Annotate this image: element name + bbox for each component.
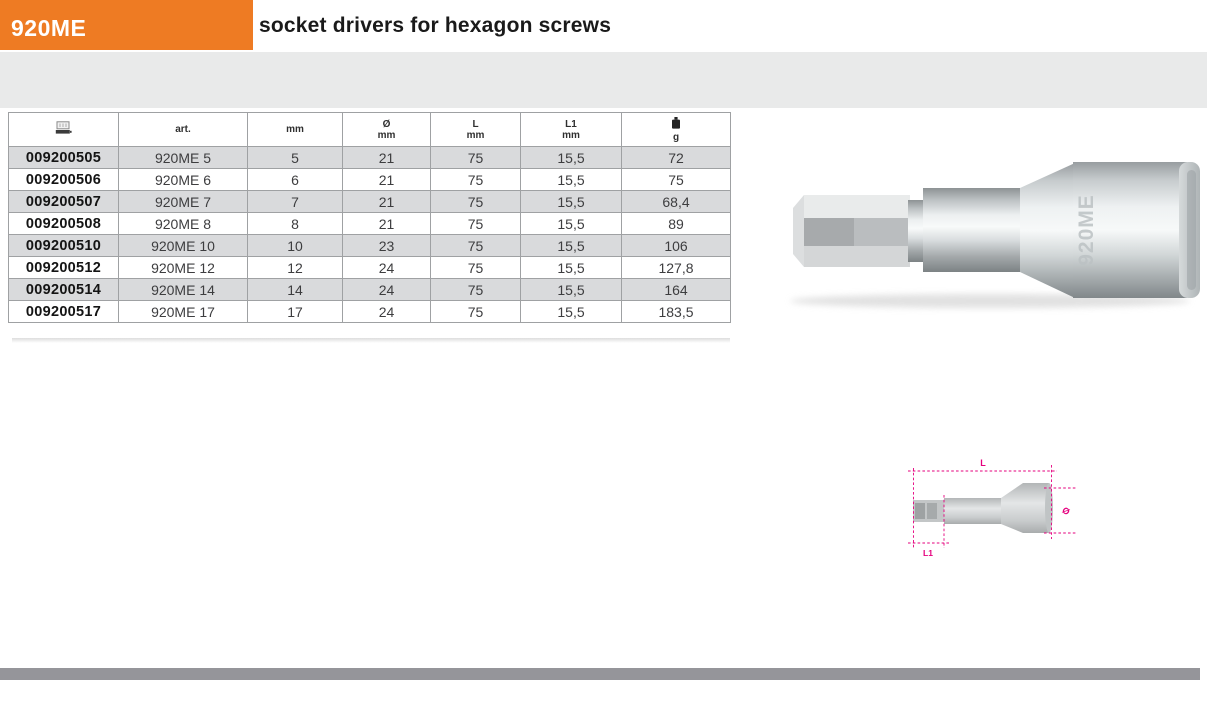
table-row	[9, 191, 731, 213]
column-unit: mm	[466, 129, 485, 141]
column-header-length1	[521, 113, 622, 147]
cell-length: 75	[431, 169, 521, 191]
cell-code: 009200506	[9, 169, 119, 191]
dim-label-length: L	[980, 458, 986, 468]
cell-art: 920ME 8	[119, 213, 248, 235]
cell-art: 920ME 17	[119, 301, 248, 323]
cell-length1: 15,5	[521, 169, 622, 191]
page-title: socket drivers for hexagon screws	[259, 14, 612, 37]
cell-size-mm: 6	[248, 169, 343, 191]
cell-art: 920ME 12	[119, 257, 248, 279]
column-label: Ø	[382, 118, 391, 130]
table-row	[9, 257, 731, 279]
cell-length1: 15,5	[521, 279, 622, 301]
cell-size-mm: 14	[248, 279, 343, 301]
column-header-art	[119, 113, 248, 147]
mini-tool	[913, 483, 1053, 533]
header-accent-block	[0, 0, 253, 50]
cell-length: 75	[431, 235, 521, 257]
cell-weight: 89	[622, 213, 731, 235]
cell-weight: 75	[622, 169, 731, 191]
cell-weight: 72	[622, 147, 731, 169]
cell-length1: 15,5	[521, 147, 622, 169]
table-row	[9, 279, 731, 301]
cell-size-mm: 7	[248, 191, 343, 213]
header-bar	[0, 0, 1207, 50]
cell-weight: 183,5	[622, 301, 731, 323]
table-row	[9, 235, 731, 257]
engraving-text: 920ME	[1075, 194, 1098, 266]
collar	[908, 200, 925, 262]
cell-diameter: 24	[343, 257, 431, 279]
cell-size-mm: 10	[248, 235, 343, 257]
cell-diameter: 21	[343, 147, 431, 169]
dim-label-length1: L1	[923, 548, 933, 558]
cell-code: 009200507	[9, 191, 119, 213]
cell-length: 75	[431, 257, 521, 279]
column-header-diameter	[343, 113, 431, 147]
cell-length: 75	[431, 301, 521, 323]
table-row	[9, 213, 731, 235]
dimension-drawing	[900, 455, 1100, 570]
shaft	[923, 188, 1021, 272]
cell-diameter: 21	[343, 213, 431, 235]
cell-diameter: 23	[343, 235, 431, 257]
cell-length1: 15,5	[521, 235, 622, 257]
cell-weight: 106	[622, 235, 731, 257]
cell-diameter: 21	[343, 191, 431, 213]
column-unit: g	[672, 131, 680, 143]
cell-art: 920ME 10	[119, 235, 248, 257]
column-header-code	[9, 113, 119, 147]
cell-length: 75	[431, 279, 521, 301]
dim-label-diameter: Ø	[1060, 504, 1072, 518]
table-row	[9, 147, 731, 169]
footer-bar	[0, 668, 1200, 680]
cell-art: 920ME 14	[119, 279, 248, 301]
table-shadow	[12, 338, 730, 343]
cone	[1020, 163, 1075, 298]
table-row	[9, 169, 731, 191]
table-row	[9, 301, 731, 323]
weight-icon	[671, 117, 681, 129]
cell-code: 009200505	[9, 147, 119, 169]
column-label: art.	[175, 124, 191, 135]
column-label: L	[472, 118, 479, 130]
cell-length1: 15,5	[521, 301, 622, 323]
product-photo	[775, 150, 1205, 315]
cell-code: 009200512	[9, 257, 119, 279]
column-label: L1	[565, 118, 577, 130]
column-header-length	[431, 113, 521, 147]
cell-code: 009200508	[9, 213, 119, 235]
cell-length1: 15,5	[521, 257, 622, 279]
column-label: mm	[286, 124, 304, 135]
cell-weight: 127,8	[622, 257, 731, 279]
table-body	[9, 147, 731, 323]
cell-size-mm: 17	[248, 301, 343, 323]
table-header	[9, 113, 731, 147]
cell-code: 009200510	[9, 235, 119, 257]
cell-length: 75	[431, 191, 521, 213]
cell-length1: 15,5	[521, 191, 622, 213]
cell-diameter: 24	[343, 301, 431, 323]
column-header-weight	[622, 113, 731, 147]
cell-art: 920ME 5	[119, 147, 248, 169]
spec-table	[8, 112, 731, 323]
cell-weight: 68,4	[622, 191, 731, 213]
cell-size-mm: 8	[248, 213, 343, 235]
cell-length1: 15,5	[521, 213, 622, 235]
column-header-size-mm	[248, 113, 343, 147]
tool-symbol-band	[0, 52, 1207, 108]
column-unit: mm	[377, 129, 396, 141]
product-code: 920ME	[11, 15, 87, 41]
cell-size-mm: 12	[248, 257, 343, 279]
column-unit: mm	[562, 129, 580, 141]
cell-length: 75	[431, 213, 521, 235]
hex-bit	[793, 195, 910, 267]
cell-diameter: 21	[343, 169, 431, 191]
cell-code: 009200514	[9, 279, 119, 301]
cell-weight: 164	[622, 279, 731, 301]
cell-size-mm: 5	[248, 147, 343, 169]
cell-length: 75	[431, 147, 521, 169]
cell-art: 920ME 6	[119, 169, 248, 191]
barcode-icon	[55, 121, 72, 135]
cell-diameter: 24	[343, 279, 431, 301]
cell-code: 009200517	[9, 301, 119, 323]
cell-art: 920ME 7	[119, 191, 248, 213]
